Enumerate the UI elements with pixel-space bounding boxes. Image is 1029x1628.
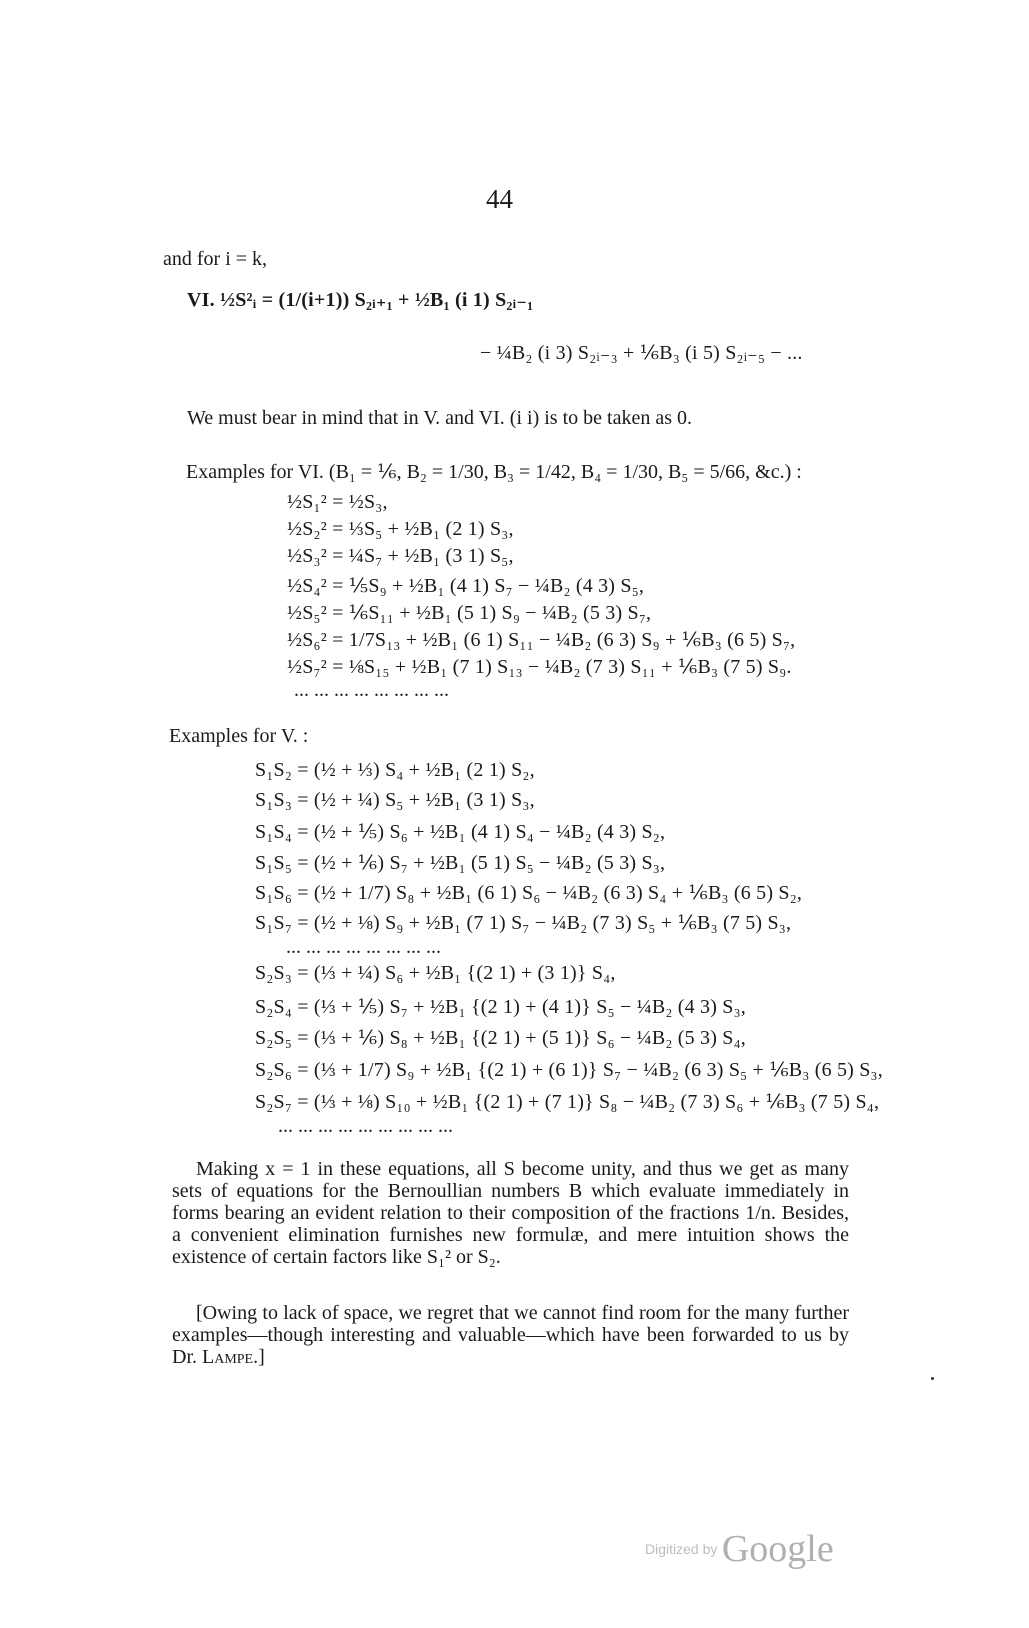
closing-paragraph bbox=[172, 1302, 849, 1368]
example-vi-row: ½S₄² = ⅕S₉ + ½B₁ (4 1) S₇ − ¼B₂ (4 3) S₅, bbox=[287, 575, 645, 597]
author-name: Lampe bbox=[202, 1346, 254, 1368]
stray-mark bbox=[931, 1377, 934, 1380]
formula-vi-line-1: VI. ½S²ᵢ = (1/(i+1)) S₂ᵢ₊₁ + ½B₁ (i 1) S₂ᵢ₋₁ bbox=[187, 289, 534, 311]
example-v-row: S₁S₄ = (½ + ⅕) S₆ + ½B₁ (4 1) S₄ − ¼B₂ (4 3) S₂, bbox=[255, 821, 666, 843]
page-number: 44 bbox=[486, 184, 513, 214]
watermark-prefix: Digitized by bbox=[645, 1541, 718, 1557]
google-logo: Google bbox=[721, 1528, 834, 1570]
ellipsis-row: ... ... ... ... ... ... ... ... bbox=[286, 936, 441, 958]
example-v-row: S₂S₃ = (⅓ + ¼) S₆ + ½B₁ {(2 1) + (3 1)} S₄, bbox=[255, 962, 616, 984]
example-v-row: S₂S₇ = (⅓ + ⅛) S₁₀ + ½B₁ {(2 1) + (7 1)} S₈ − ¼B₂ (7 3) S₆ + ⅙B₃ (7 5) S₄, bbox=[255, 1091, 880, 1113]
example-vi-row: ½S₃² = ¼S₇ + ½B₁ (3 1) S₅, bbox=[287, 545, 514, 567]
examples-vi-heading: Examples for VI. (B₁ = ⅙, B₂ = 1/30, B₃ = 1/42, B₄ = 1/30, B₅ = 5/66, &c.) : bbox=[186, 461, 802, 483]
example-vi-row: ½S₅² = ⅙S₁₁ + ½B₁ (5 1) S₉ − ¼B₂ (5 3) S₇, bbox=[287, 602, 652, 624]
ellipsis-row: ... ... ... ... ... ... ... ... ... bbox=[278, 1115, 453, 1137]
example-vi-row: ½S₆² = 1/7S₁₃ + ½B₁ (6 1) S₁₁ − ¼B₂ (6 3) S₉ + ⅙B₃ (6 5) S₇, bbox=[287, 629, 796, 651]
digitized-watermark bbox=[645, 1527, 834, 1571]
example-v-row: S₁S₆ = (½ + 1/7) S₈ + ½B₁ (6 1) S₆ − ¼B₂ (6 3) S₄ + ⅙B₃ (6 5) S₂, bbox=[255, 882, 803, 904]
example-v-row: S₁S₂ = (½ + ⅓) S₄ + ½B₁ (2 1) S₂, bbox=[255, 759, 535, 781]
example-v-row: S₂S₄ = (⅓ + ⅕) S₇ + ½B₁ {(2 1) + (4 1)} S₅ − ¼B₂ (4 3) S₃, bbox=[255, 996, 746, 1018]
example-v-row: S₂S₅ = (⅓ + ⅙) S₈ + ½B₁ {(2 1) + (5 1)} S₆ − ¼B₂ (5 3) S₄, bbox=[255, 1027, 746, 1049]
intro-line: and for i = k, bbox=[163, 248, 268, 270]
closing-text: [Owing to lack of space, we regret that we cannot find room for the many further examples—though interesting and valuable—which have been forwarded to us by Dr. bbox=[172, 1302, 849, 1368]
example-v-row: S₁S₃ = (½ + ¼) S₅ + ½B₁ (3 1) S₃, bbox=[255, 789, 535, 811]
example-v-row: S₁S₅ = (½ + ⅙) S₇ + ½B₁ (5 1) S₅ − ¼B₂ (5 3) S₃, bbox=[255, 852, 666, 874]
body-paragraph: Making x = 1 in these equations, all S become unity, and thus we get as many sets of equations for the Bernoullian numbers B which evaluate immediately in forms bearing an evident relation to their composition of the fractions 1/n. Besides, a convenient elimination furnishes new formulæ, and mere intuition shows the existence of certain factors like S₁² or S₂. bbox=[172, 1158, 849, 1268]
example-vi-row: ½S₁² = ½S₃, bbox=[287, 491, 388, 513]
note-line: We must bear in mind that in V. and VI. (i i) is to be taken as 0. bbox=[187, 407, 692, 429]
ellipsis-row: ... ... ... ... ... ... ... ... bbox=[294, 679, 449, 701]
examples-v-heading: Examples for V. : bbox=[169, 725, 309, 747]
example-vi-row: ½S₂² = ⅓S₅ + ½B₁ (2 1) S₃, bbox=[287, 518, 514, 540]
example-v-row: S₂S₆ = (⅓ + 1/7) S₉ + ½B₁ {(2 1) + (6 1)} S₇ − ¼B₂ (6 3) S₅ + ⅙B₃ (6 5) S₃, bbox=[255, 1059, 883, 1081]
closing-bracket: .] bbox=[253, 1346, 265, 1368]
example-v-row: S₁S₇ = (½ + ⅛) S₉ + ½B₁ (7 1) S₇ − ¼B₂ (7 3) S₅ + ⅙B₃ (7 5) S₃, bbox=[255, 912, 792, 934]
example-vi-row: ½S₇² = ⅛S₁₅ + ½B₁ (7 1) S₁₃ − ¼B₂ (7 3) S₁₁ + ⅙B₃ (7 5) S₉. bbox=[287, 656, 792, 678]
formula-vi-line-2: − ¼B₂ (i 3) S₂ᵢ₋₃ + ⅙B₃ (i 5) S₂ᵢ₋₅ − ... bbox=[480, 342, 803, 364]
